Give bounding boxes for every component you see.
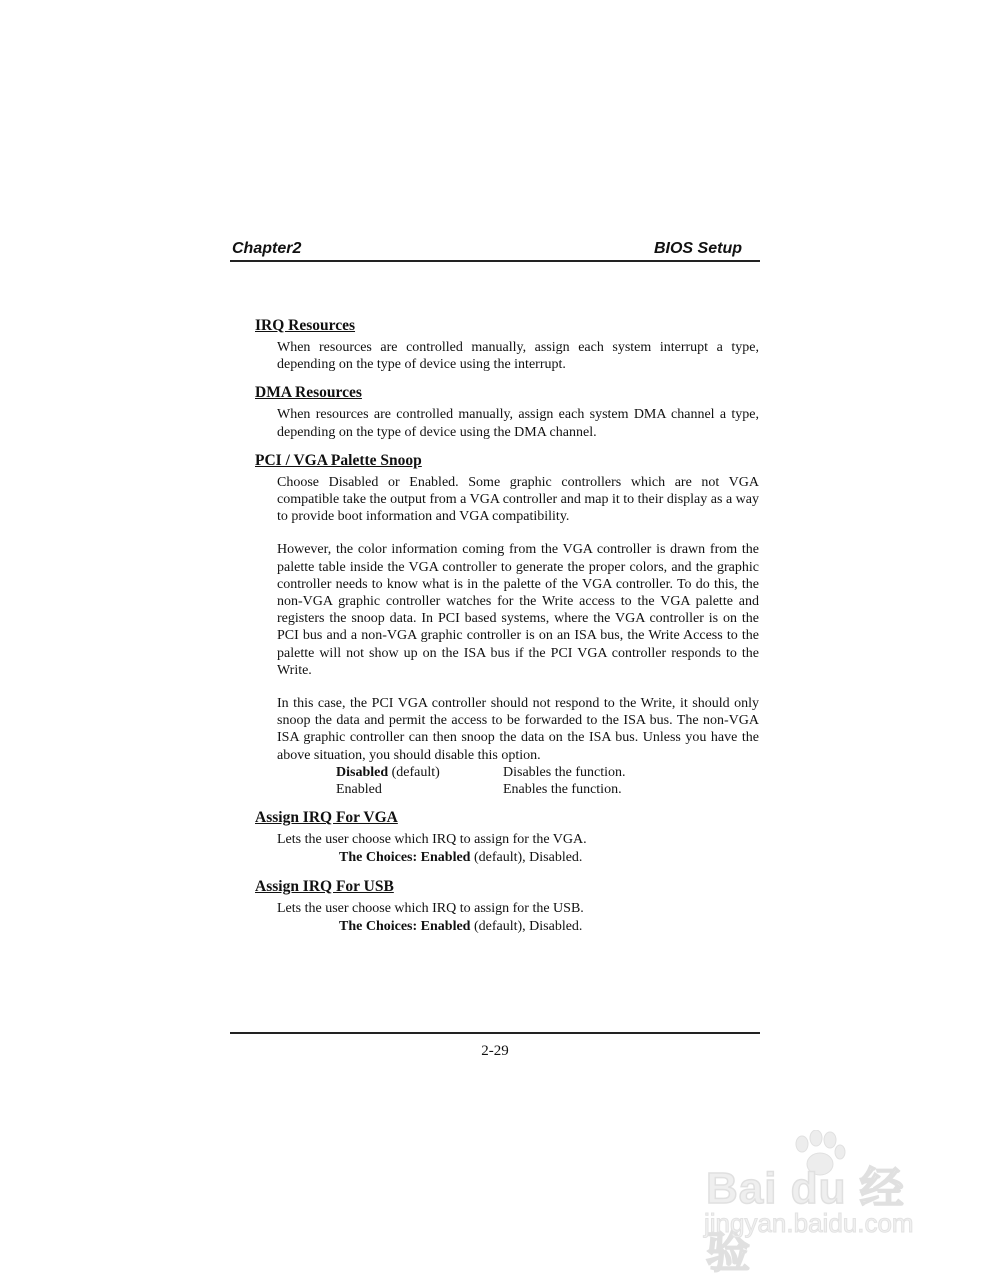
option-row bbox=[336, 764, 625, 781]
section-label: BIOS Setup bbox=[653, 240, 742, 257]
option-desc: Enables the function. bbox=[503, 782, 622, 798]
section-dma-resources bbox=[255, 383, 759, 440]
section-title: DMA Resources bbox=[255, 384, 362, 402]
section-paragraph: Lets the user choose which IRQ to assign for the VGA. bbox=[277, 832, 587, 848]
page-content bbox=[255, 316, 759, 935]
watermark-url: jingyan.baidu.com bbox=[704, 1208, 914, 1238]
choices-line bbox=[339, 918, 759, 935]
page-number: 2-29 bbox=[481, 1043, 509, 1059]
section-irq-resources bbox=[255, 316, 759, 373]
section-paragraph: Lets the user choose which IRQ to assign for the USB. bbox=[277, 900, 584, 916]
watermark-logo bbox=[700, 1130, 940, 1277]
section-assign-irq-vga bbox=[255, 808, 759, 866]
option-name: Disabled bbox=[336, 764, 389, 780]
chapter-label: Chapter2 bbox=[232, 240, 302, 257]
choices-rest: (default), Disabled. bbox=[470, 850, 583, 866]
section-paragraph: However, the color information coming from the VGA controller is drawn from the palette table inside the VGA controller to generate the proper colors, and the graphic controller needs to know what is in the palette of the VGA controller. To do this, the non-VGA graphic controller watches for the Write access to the VGA palette and registers the snoop data. In PCI based systems, where the VGA controller is on the PCI bus and a non-VGA graphic controller is on an ISA bus, the Write Access to the palette will not show up on the ISA bus if the PCI VGA controller responds to the Write. bbox=[277, 542, 759, 678]
section-paragraph: In this case, the PCI VGA controller should not respond to the Write, it should only snoop the data and permit the access to be forwarded to the ISA bus. The non-VGA ISA graphic controller can then snoop the data on the ISA bus. Unless you have the above situation, you should disable this option. bbox=[277, 696, 759, 763]
choices-rest: (default), Disabled. bbox=[470, 918, 583, 934]
section-assign-irq-usb bbox=[255, 877, 759, 935]
watermark-brand: Bai du 经验 bbox=[706, 1164, 905, 1277]
section-pci-vga-palette-snoop bbox=[255, 451, 759, 798]
page-header bbox=[230, 240, 760, 262]
section-title: IRQ Resources bbox=[255, 317, 356, 334]
section-title: Assign IRQ For VGA bbox=[255, 809, 398, 827]
choices-label: The Choices: Enabled bbox=[339, 850, 471, 866]
section-title: Assign IRQ For USB bbox=[255, 877, 394, 895]
option-suffix: (default) bbox=[388, 764, 440, 780]
section-title: PCI / VGA Palette Snoop bbox=[255, 451, 422, 469]
section-paragraph: When resources are controlled manually, assign each system interrupt a type, depending on the type of device using the interrupt. bbox=[277, 340, 759, 373]
section-paragraph: When resources are controlled manually, assign each system DMA channel a type, depending on the type of device using the DMA channel. bbox=[277, 407, 759, 440]
section-paragraph: Choose Disabled or Enabled. Some graphic controllers which are not VGA compatible take the output from a VGA controller and map it to their display as a way to provide boot information and VGA compatibility. bbox=[277, 474, 759, 525]
choices-label: The Choices: Enabled bbox=[339, 918, 471, 934]
option-row bbox=[336, 781, 625, 798]
option-desc: Disables the function. bbox=[503, 764, 626, 780]
option-name: Enabled bbox=[336, 782, 382, 798]
choices-line bbox=[339, 849, 759, 866]
options-table bbox=[336, 764, 625, 798]
footer-rule bbox=[230, 1032, 760, 1034]
